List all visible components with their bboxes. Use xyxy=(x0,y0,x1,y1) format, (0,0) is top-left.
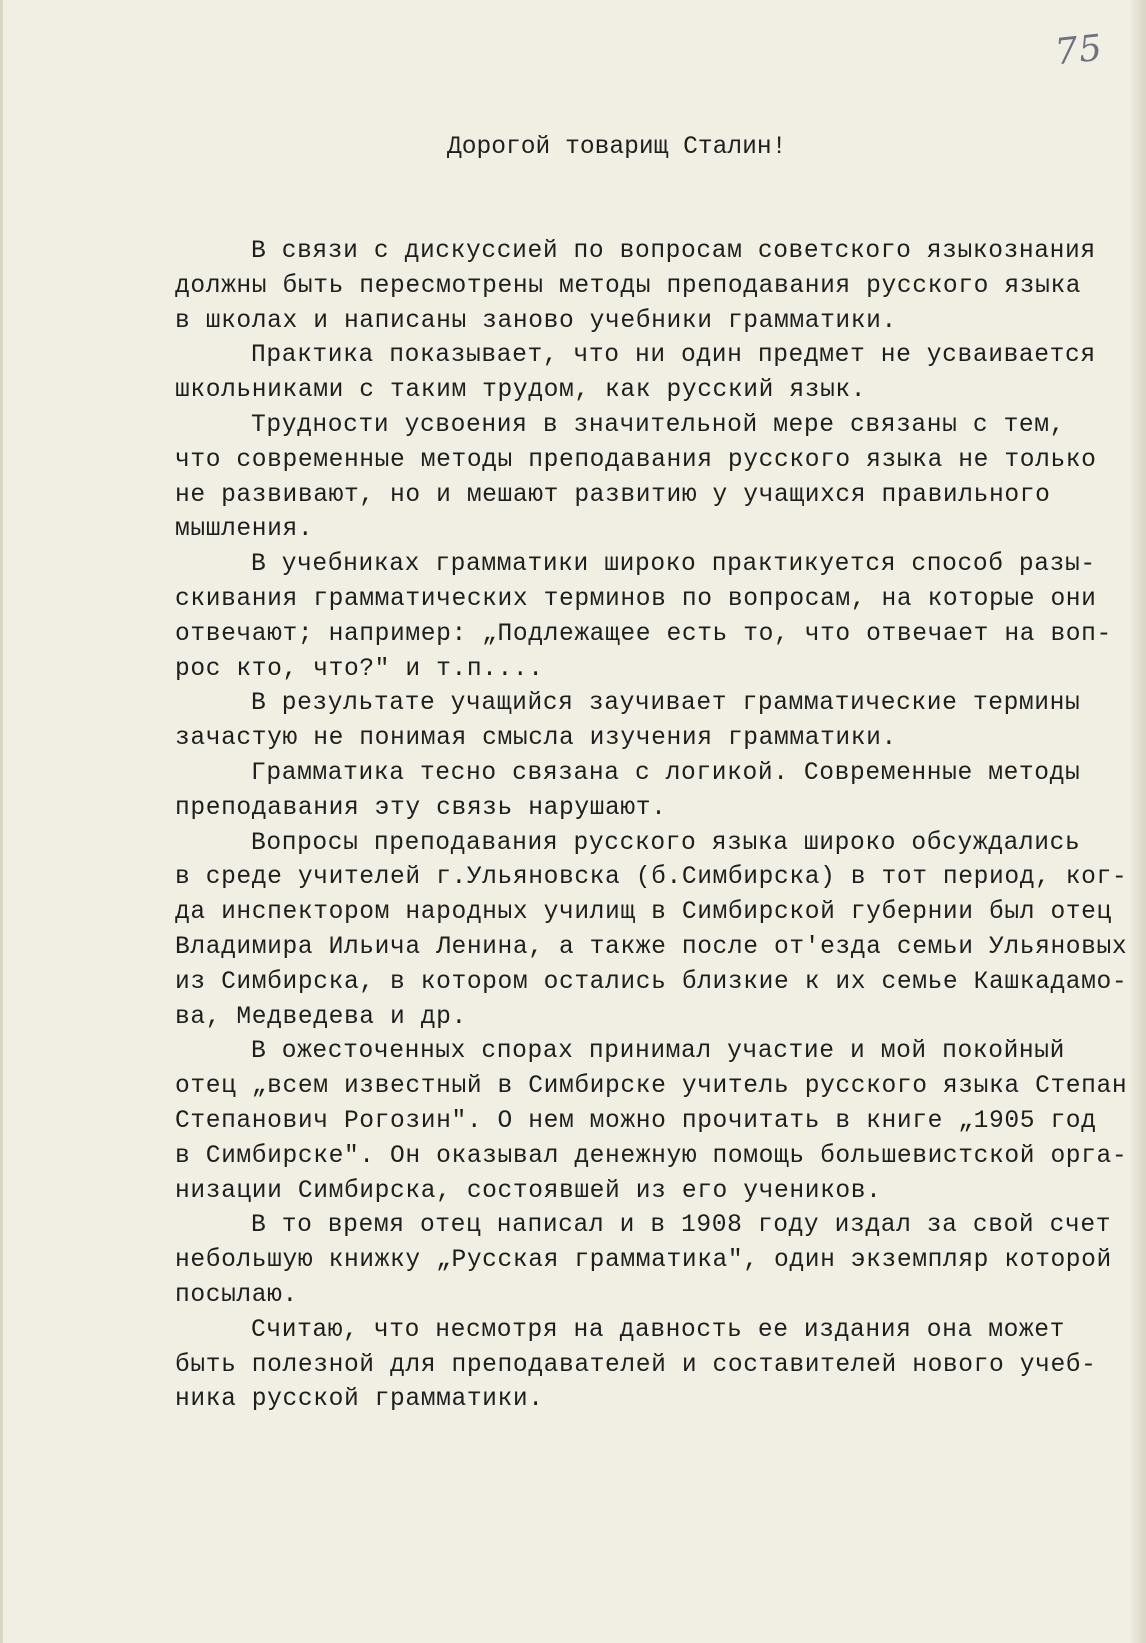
letter-line: В результате учащийся заучивает грамматические термины xyxy=(251,690,1081,718)
letter-line: Владимира Ильича Ленина, а также после от'езда семьи Ульяновых xyxy=(175,933,1128,961)
letter-line: В ожесточенных спорах принимал участие и мой покойный xyxy=(251,1038,1066,1066)
letter-line: В связи с дискуссией по вопросам советского языкознания xyxy=(251,238,1096,265)
letter-line: в школах и написаны заново учебники грамматики. xyxy=(175,307,897,335)
letter-line: должны быть пересмотрены методы преподавания русского языка xyxy=(175,272,1082,300)
letter-line: в Симбирске". Он оказывал денежную помощь большевистской орга- xyxy=(175,1142,1128,1170)
letter-line: Степанович Рогозин". О нем можно прочитать в книге „1905 год xyxy=(175,1107,1097,1135)
letter-line: ника русской грамматики. xyxy=(175,1386,544,1414)
letter-line: посылаю. xyxy=(175,1281,298,1309)
letter-line: отвечают; например: „Подлежащее есть то, что отвечает на воп- xyxy=(175,620,1112,648)
letter-line: из Симбирска, в котором остались близкие к их семье Кашкадамо- xyxy=(175,968,1128,996)
letter-line: школьниками с таким трудом, как русский язык. xyxy=(175,377,867,405)
letter-line: преподавания эту связь нарушают. xyxy=(175,794,667,822)
letter-line: небольшую книжку „Русская грамматика", один экземпляр которой xyxy=(175,1247,1112,1275)
letter-line: Практика показывает, что ни один предмет не усваивается xyxy=(251,342,1096,370)
letter-line: зачастую не понимая смысла изучения грамматики. xyxy=(175,725,897,753)
letter-line: В учебниках грамматики широко практикуется способ разы- xyxy=(251,551,1096,579)
letter-line: да инспектором народных училищ в Симбирской губернии был отец xyxy=(175,899,1112,927)
letter-line: что современные методы преподавания русского языка не только xyxy=(175,446,1097,474)
letter-line: Считаю, что несмотря на давность ее издания она может xyxy=(251,1316,1066,1344)
letter-line: быть полезной для преподавателей и составителей нового учеб- xyxy=(175,1351,1097,1379)
letter-line: в среде учителей г.Ульяновска (б.Симбирска) в тот период, ког- xyxy=(175,864,1128,892)
letter-line: отец „всем известный в Симбирске учитель русского языка Степан xyxy=(175,1073,1128,1101)
letter-line: В то время отец написал и в 1908 году издал за свой счет xyxy=(251,1212,1112,1240)
letter-line: мышления. xyxy=(175,516,314,544)
letter-line: рос кто, что?" и т.п.... xyxy=(175,655,544,683)
letter-line: ва, Медведева и др. xyxy=(175,1003,467,1031)
letter-line: Трудности усвоения в значительной мере связаны с тем, xyxy=(251,411,1066,439)
letter-body xyxy=(175,235,1135,1418)
folio-number: 75 xyxy=(1052,27,1105,74)
letter-line: не развивают, но и мешают развитию у учащихся правильного xyxy=(175,481,1051,509)
letter-line: Вопросы преподавания русского языка широко обсуждались xyxy=(251,829,1081,857)
letter-line: низации Симбирска, состоявшей из его учеников. xyxy=(175,1177,882,1205)
letter-line: Грамматика тесно связана с логикой. Современные методы xyxy=(251,759,1081,787)
salutation: Дорогой товарищ Сталин! xyxy=(447,134,787,161)
letter-line: скивания грамматических терминов по вопросам, на которые они xyxy=(175,585,1097,613)
